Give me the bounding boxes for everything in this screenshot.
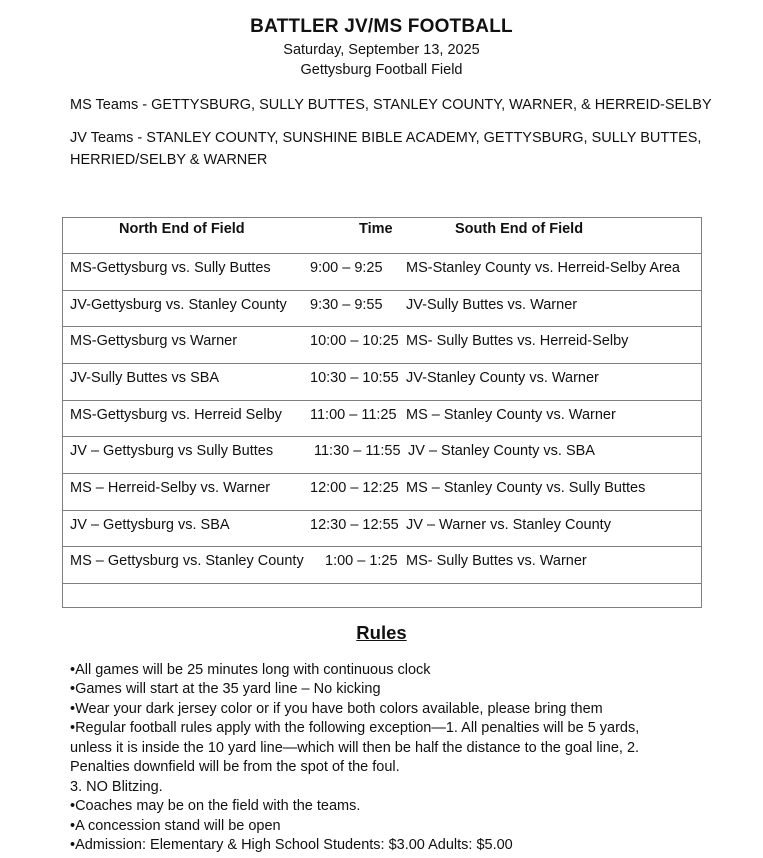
north-game: MS-Gettysburg vs. Herreid Selby — [70, 407, 282, 423]
table-row — [63, 364, 701, 401]
game-time: 12:30 – 12:55 — [310, 517, 399, 533]
rules-heading: Rules — [356, 622, 407, 643]
rule-item: •Regular football rules apply with the following exception—1. All penalties will be 5 yards, — [70, 720, 640, 736]
table-row — [63, 291, 701, 327]
header-time: Time — [359, 221, 393, 237]
north-game: MS-Gettysburg vs Warner — [70, 333, 238, 349]
table-row — [63, 401, 701, 437]
rule-item: •Admission: Elementary & High School Students: $3.00 Adults: $5.00 — [70, 837, 513, 853]
north-game: JV – Gettysburg vs Sully Buttes — [70, 443, 274, 459]
table-row-empty — [63, 584, 701, 607]
table-row — [63, 254, 701, 291]
table-row — [63, 437, 701, 474]
game-time: 9:00 – 9:25 — [310, 260, 383, 276]
game-time: 11:30 – 11:55 — [314, 443, 401, 459]
north-game: JV-Sully Buttes vs SBA — [70, 370, 220, 386]
table-row — [63, 511, 701, 547]
rule-item: unless it is inside the 10 yard line—which will then be half the distance to the goal line, 2. — [70, 740, 640, 756]
rule-item: •Coaches may be on the field with the teams. — [70, 798, 361, 814]
game-time: 9:30 – 9:55 — [310, 297, 383, 313]
south-game: JV-Sully Buttes vs. Warner — [406, 297, 578, 313]
south-game: MS – Stanley County vs. Sully Buttes — [406, 480, 646, 496]
header-north-end: North End of Field — [119, 221, 245, 237]
north-game: JV-Gettysburg vs. Stanley County — [70, 297, 287, 313]
rule-item: •Wear your dark jersey color or if you have both colors available, please bring them — [70, 701, 603, 717]
schedule-table — [62, 217, 702, 608]
event-date: Saturday, September 13, 2025 — [283, 42, 480, 58]
south-game: JV-Stanley County vs. Warner — [406, 370, 599, 386]
north-game: JV – Gettysburg vs. SBA — [70, 517, 230, 533]
south-game: MS – Stanley County vs. Warner — [406, 407, 616, 423]
rule-item: 3. NO Blitzing. — [70, 779, 163, 795]
north-game: MS – Gettysburg vs. Stanley County — [70, 553, 304, 569]
jv-teams-line-1: JV Teams - STANLEY COUNTY, SUNSHINE BIBLE ACADEMY, GETTYSBURG, SULLY BUTTES, — [70, 130, 702, 146]
table-row — [63, 547, 701, 584]
game-time: 11:00 – 11:25 — [310, 407, 397, 423]
game-time: 12:00 – 12:25 — [310, 480, 399, 496]
south-game: JV – Warner vs. Stanley County — [406, 517, 611, 533]
south-game: MS-Stanley County vs. Herreid-Selby Area — [406, 260, 680, 276]
game-time: 10:00 – 10:25 — [310, 333, 399, 349]
south-game: MS- Sully Buttes vs. Herreid-Selby — [406, 333, 629, 349]
south-game: MS- Sully Buttes vs. Warner — [406, 553, 587, 569]
game-time: 10:30 – 10:55 — [310, 370, 399, 386]
rule-item: •All games will be 25 minutes long with continuous clock — [70, 662, 431, 678]
north-game: MS-Gettysburg vs. Sully Buttes — [70, 260, 271, 276]
south-game: JV – Stanley County vs. SBA — [408, 443, 595, 459]
event-location: Gettysburg Football Field — [300, 62, 463, 78]
rule-item: Penalties downfield will be from the spot of the foul. — [70, 759, 400, 775]
rule-item: •Games will start at the 35 yard line – No kicking — [70, 681, 381, 697]
jv-teams-text — [70, 127, 730, 171]
table-row — [63, 474, 701, 511]
page-title: BATTLER JV/MS FOOTBALL — [250, 16, 513, 37]
game-time: 1:00 – 1:25 — [325, 553, 398, 569]
ms-teams-text: MS Teams - GETTYSBURG, SULLY BUTTES, STANLEY COUNTY, WARNER, & HERREID-SELBY — [70, 97, 712, 113]
jv-teams-line-2: HERRIED/SELBY & WARNER — [70, 152, 268, 168]
table-row — [63, 327, 701, 364]
header-south-end: South End of Field — [455, 221, 584, 237]
rule-item: •A concession stand will be open — [70, 818, 281, 834]
table-header-row — [63, 218, 701, 254]
north-game: MS – Herreid-Selby vs. Warner — [70, 480, 271, 496]
